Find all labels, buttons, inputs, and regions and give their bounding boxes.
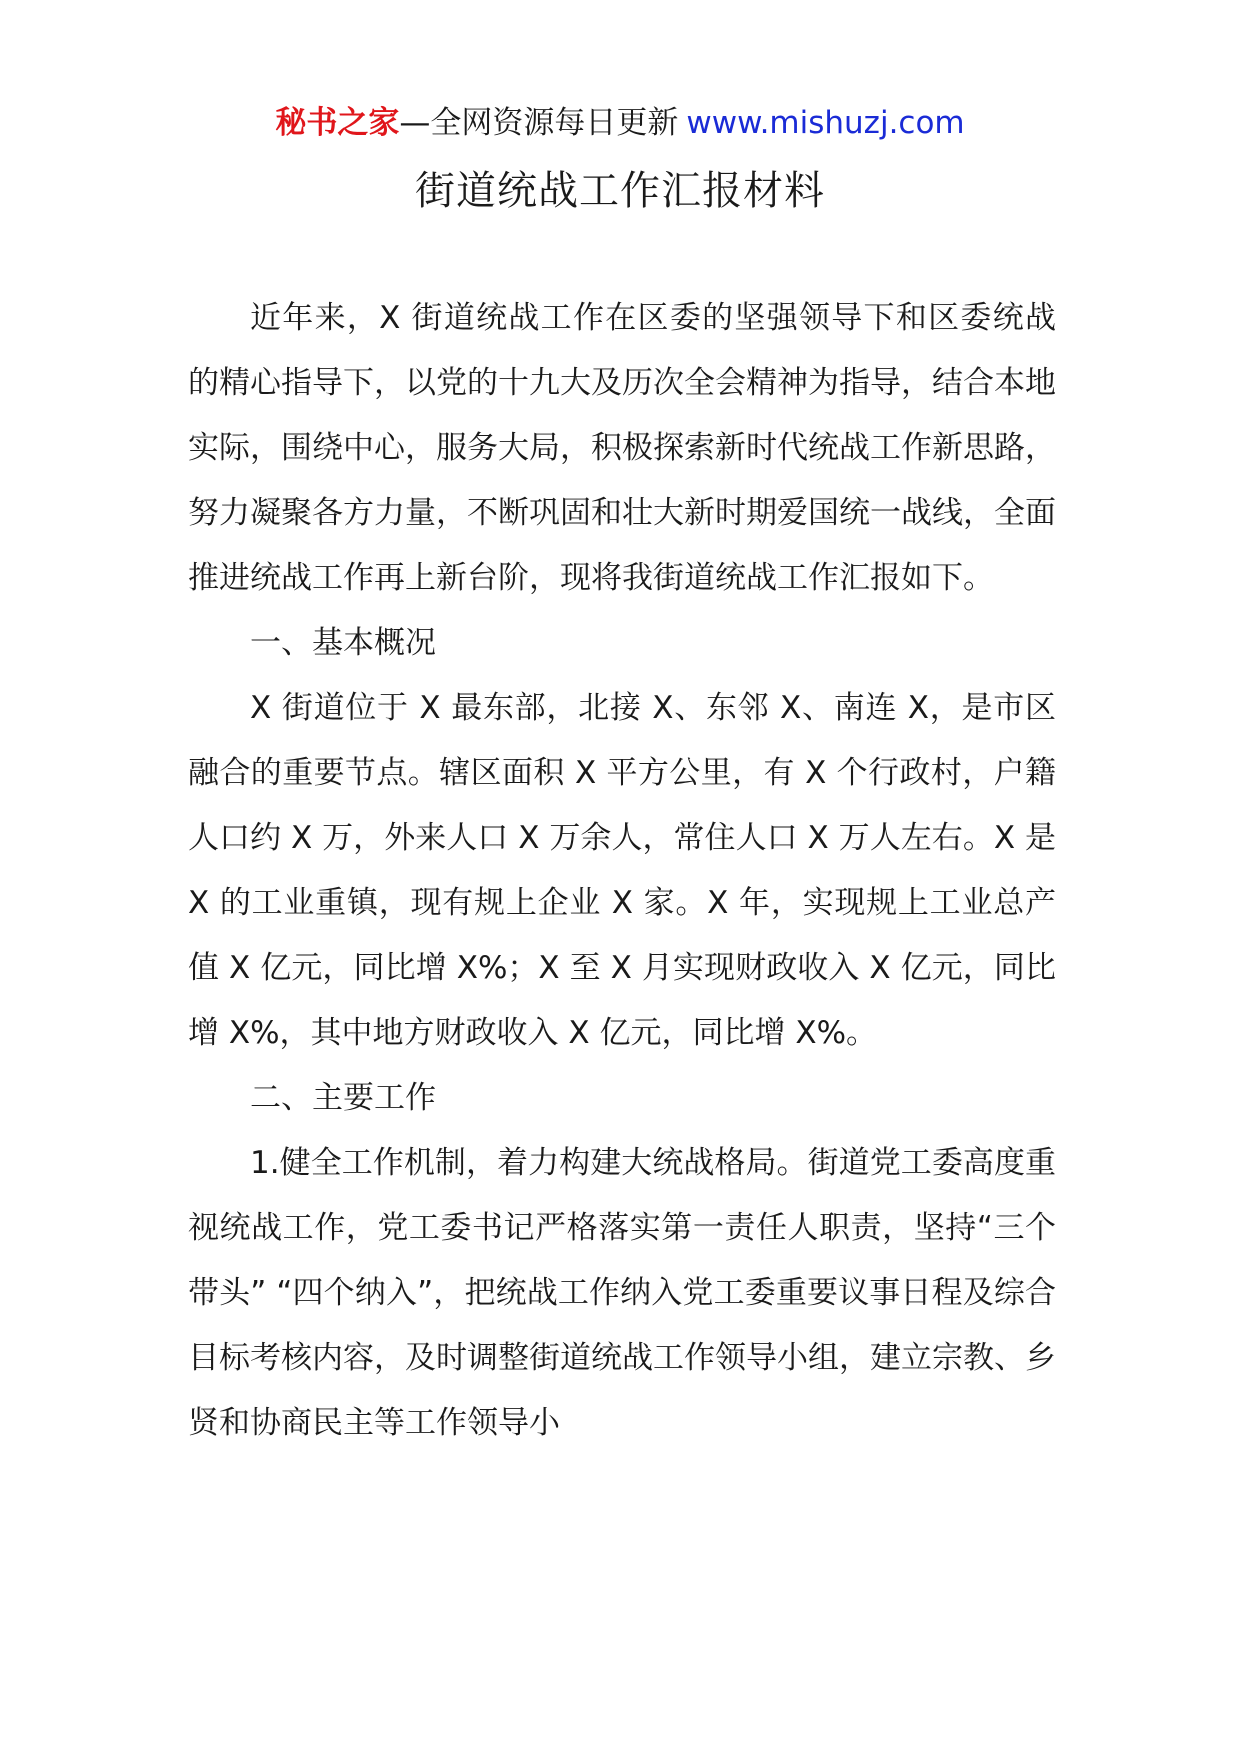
overview-paragraph: X 街道位于 X 最东部，北接 X、东邻 X、南连 X，是市区融合的重要节点。辖区面积 X 平方公里，有 X 个行政村，户籍人口约 X 万，外来人口 X 万余人，常住人口 X 万人左右。X 是 X 的工业重镇，现有规上企业 X 家。X 年，实现规上工业总产值 X 亿元，同比增 X%；X 至 X 月实现财政收入 X 亿元，同比增 X%，其中地方财政收入 X 亿元，同比增 X%。 <box>188 690 1056 1051</box>
main-work-paragraph: 1.健全工作机制，着力构建大统战格局。街道党工委高度重视统战工作，党工委书记严格落实第一责任人职责，坚持“三个带头” “四个纳入”，把统战工作纳入党工委重要议事日程及综合目标考核内容，及时调整街道统战工作领导小组，建立宗教、乡贤和协商民主等工作领导小 <box>188 1145 1056 1441</box>
section-heading-main-work: 二、主要工作 <box>250 1080 436 1116</box>
document-body <box>188 286 1056 1456</box>
section-heading-overview: 一、基本概况 <box>250 625 436 661</box>
header-tagline: —全网资源每日更新 <box>399 105 679 141</box>
site-header <box>0 100 1240 146</box>
intro-paragraph: 近年来，X 街道统战工作在区委的坚强领导下和区委统战的精心指导下，以党的十九大及历次全会精神为指导，结合本地实际，围绕中心，服务大局，积极探索新时代统战工作新思路，努力凝聚各方力量，不断巩固和壮大新时期爱国统一战线，全面推进统战工作再上新台阶，现将我街道统战工作汇报如下。 <box>188 300 1056 596</box>
document-title: 街道统战工作汇报材料 <box>415 168 825 214</box>
site-url-link[interactable]: www.mishuzj.com <box>686 105 965 141</box>
brand-name: 秘书之家 <box>275 105 400 141</box>
